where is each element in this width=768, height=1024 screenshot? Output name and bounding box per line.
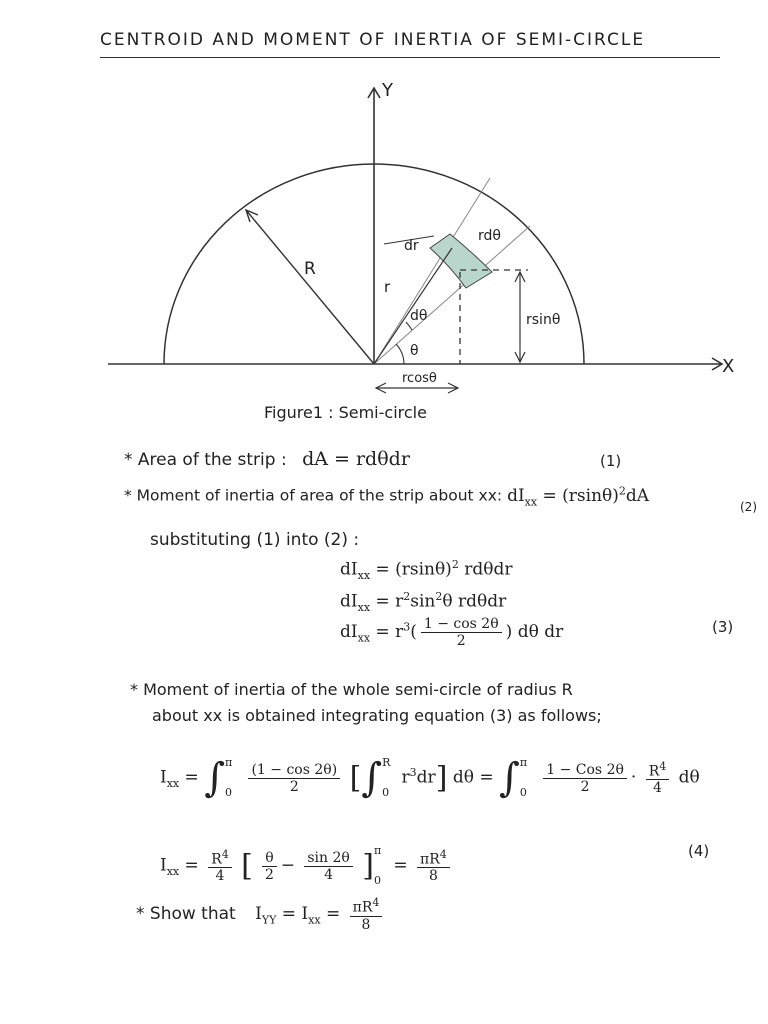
label-theta: θ [410, 343, 419, 359]
area-line [124, 448, 410, 470]
label-radius: R [304, 259, 316, 279]
label-dtheta: dθ [410, 308, 428, 324]
theta-arc [396, 344, 404, 364]
eq-tag-1: (1) [600, 452, 622, 470]
eq-tag-4: (4) [688, 842, 710, 860]
figure-caption: Figure1 : Semi-circle [264, 403, 427, 422]
label-x: X [722, 356, 735, 377]
page-title: CENTROID AND MOMENT OF INERTIA OF SEMI-CIRCLE [100, 30, 646, 50]
label-rdtheta: rdθ [478, 228, 501, 244]
equation-b: $dI_{xx} = r^2\sin^2\theta$ rdθdr [340, 590, 507, 615]
integral-equation: $I_{xx}$ = ∫ π 0 $\frac{(1 - \cos 2\theta)}{2}$ [∫ R 0 $r^3dr$] dθ = ∫ π 0 $\frac{\text{1 − Cos 2θ}}{2}$ · $\frac{R^4}{4}$ dθ [160, 755, 700, 801]
eq-tag-3: (3) [712, 618, 734, 636]
radius-line [246, 210, 374, 364]
label-rcos: rcosθ [402, 371, 437, 386]
whole-line-1: * Moment of inertia of the whole semi-circle of radius R [130, 680, 573, 699]
semicircle-figure [0, 0, 768, 440]
label-r: r [384, 278, 391, 296]
moment-line [124, 484, 649, 508]
label-rsin: rsinθ [526, 312, 561, 328]
equation-a: $dI_{xx} = (rsin\theta)^2$ rdθdr [340, 558, 513, 583]
moment-equation: $dI_{xx} = (rsin\theta)^2dA$ [507, 484, 650, 509]
substitution-line: substituting (1) into (2) : [150, 530, 360, 550]
whole-line-2: about xx is obtained integrating equation (3) as follows; [152, 706, 602, 725]
label-y: Y [382, 80, 393, 101]
show-line: * Show that $I_{YY} = I_{xx}$ = $\frac{\pi R^4}{8}$ [136, 896, 386, 933]
area-equation: dA = rdθdr [302, 448, 410, 470]
equation-c: $dI_{xx} = r^3$( $\frac{1 - \cos 2\theta}{2}$ ) dθ dr [340, 616, 564, 649]
label-dr: dr [404, 238, 419, 254]
area-label: * Area of the strip : [124, 450, 287, 470]
eq-tag-2: (2) [740, 500, 757, 514]
moment-label: * Moment of inertia of area of the strip about xx: [124, 486, 503, 505]
result-equation: $I_{xx}$ = $\frac{R^4}{4}$ [ $\frac{\theta}{2}$ − $\frac{\sin 2\theta}{4}$ ] π 0 = $\frac{\pi R^4}{8}$ [160, 836, 454, 896]
